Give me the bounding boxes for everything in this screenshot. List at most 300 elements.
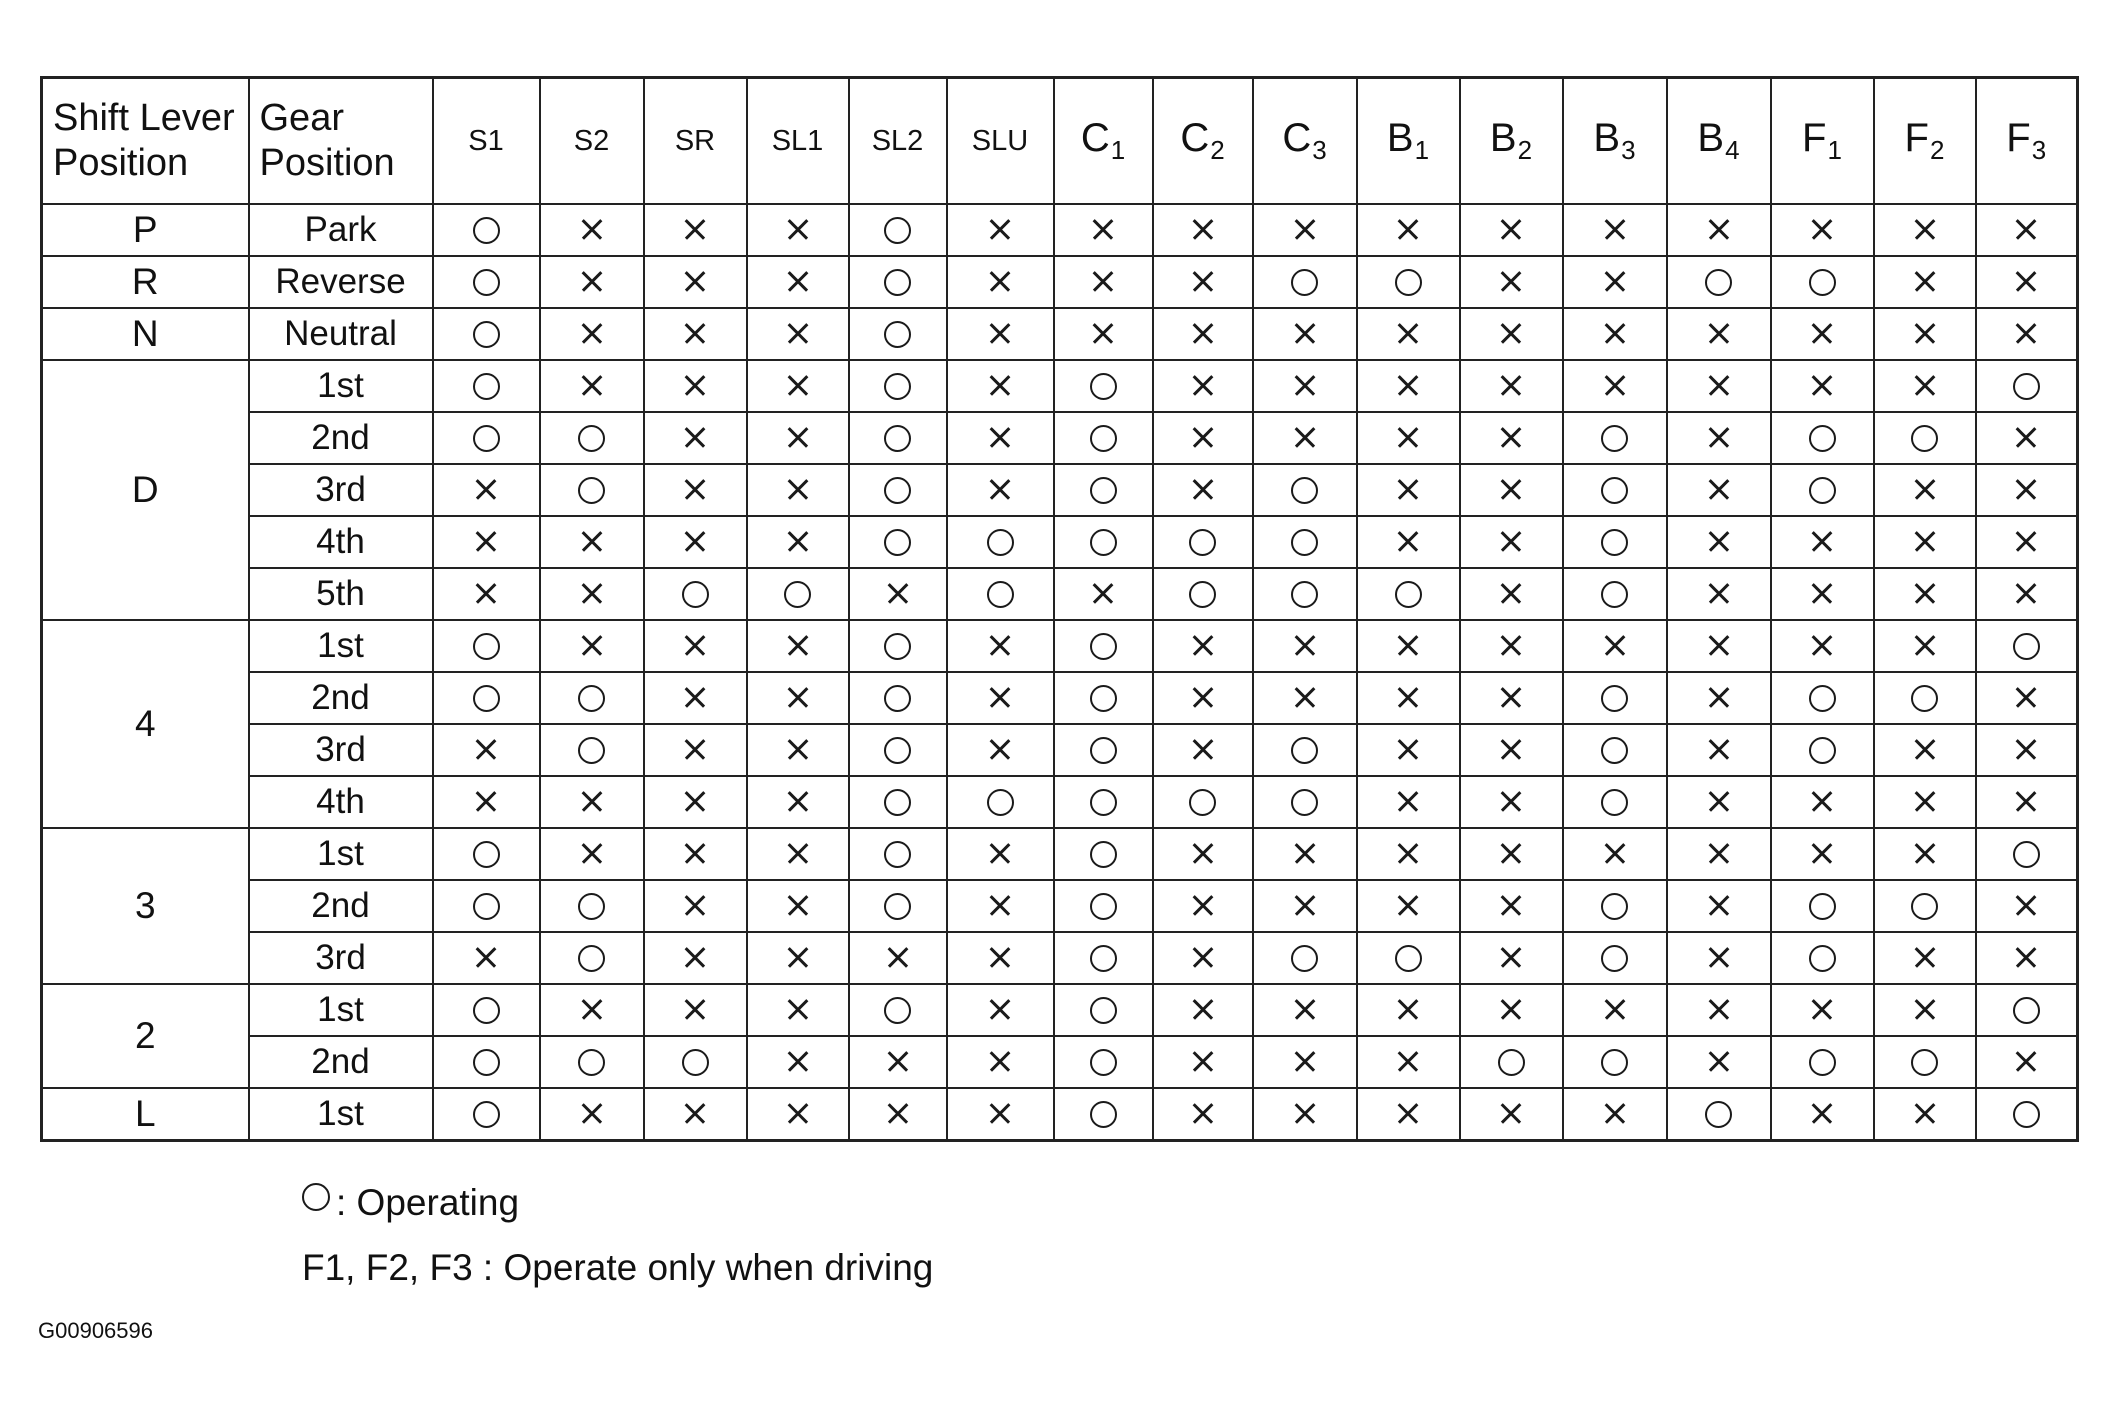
- mark-cell: [433, 672, 540, 724]
- mark-cell: [540, 256, 644, 308]
- header-col-label: B: [1593, 116, 1621, 160]
- header-col-b4: [1667, 78, 1771, 205]
- mark-cell: [1563, 984, 1667, 1036]
- header-col-label: S2: [573, 124, 610, 157]
- circle-icon: [1809, 477, 1836, 504]
- cross-icon: [2015, 895, 2037, 917]
- mark-cell: [1874, 412, 1976, 464]
- legend-operating: [302, 1182, 519, 1224]
- mark-cell: [947, 828, 1054, 880]
- cross-icon: [684, 947, 706, 969]
- circle-icon: [473, 893, 500, 920]
- mark-cell: [947, 880, 1054, 932]
- mark-cell: [1976, 516, 2078, 568]
- cross-icon: [1294, 843, 1316, 865]
- cross-icon: [581, 791, 603, 813]
- header-col-label: SL2: [871, 124, 924, 157]
- cross-icon: [989, 999, 1011, 1021]
- mark-cell: [540, 204, 644, 256]
- mark-cell: [1563, 308, 1667, 360]
- cross-icon: [1294, 895, 1316, 917]
- cross-icon: [684, 895, 706, 917]
- mark-cell: [1054, 776, 1153, 828]
- mark-cell: [644, 412, 747, 464]
- mark-cell: [540, 984, 644, 1036]
- mark-cell: [1054, 568, 1153, 620]
- mark-cell: [849, 1036, 947, 1088]
- mark-cell: [1874, 776, 1976, 828]
- header-col-subscript: 2: [1210, 135, 1225, 165]
- table-row: [42, 620, 2078, 672]
- cross-icon: [1397, 999, 1419, 1021]
- circle-icon: [473, 997, 500, 1024]
- mark-cell: [1357, 932, 1460, 984]
- mark-cell: [1153, 464, 1253, 516]
- mark-cell: [1771, 776, 1874, 828]
- cross-icon: [1294, 323, 1316, 345]
- cross-icon: [787, 1103, 809, 1125]
- mark-cell: [1563, 724, 1667, 776]
- cross-icon: [1500, 583, 1522, 605]
- cross-icon: [1604, 999, 1626, 1021]
- cross-icon: [1294, 427, 1316, 449]
- circle-icon: [1705, 269, 1732, 296]
- mark-cell: [1253, 828, 1357, 880]
- cross-icon: [1192, 687, 1214, 709]
- cross-icon: [787, 687, 809, 709]
- cross-icon: [2015, 219, 2037, 241]
- cross-icon: [1294, 635, 1316, 657]
- cross-icon: [1708, 427, 1730, 449]
- mark-cell: [540, 620, 644, 672]
- mark-cell: [947, 984, 1054, 1036]
- mark-cell: [433, 724, 540, 776]
- mark-cell: [1253, 1036, 1357, 1088]
- cross-icon: [1397, 427, 1419, 449]
- mark-cell: [644, 880, 747, 932]
- cross-icon: [1811, 219, 1833, 241]
- legend-operating-text: : Operating: [336, 1182, 520, 1223]
- cross-icon: [989, 895, 1011, 917]
- cross-icon: [2015, 427, 2037, 449]
- circle-icon: [1911, 893, 1938, 920]
- cross-icon: [787, 739, 809, 761]
- cross-icon: [1397, 323, 1419, 345]
- cross-icon: [1500, 479, 1522, 501]
- mark-cell: [1771, 1036, 1874, 1088]
- mark-cell: [1771, 1088, 1874, 1141]
- mark-cell: [947, 464, 1054, 516]
- table-row: [42, 360, 2078, 412]
- mark-cell: [540, 1036, 644, 1088]
- mark-cell: [1460, 776, 1563, 828]
- header-col-label: C: [1180, 116, 1210, 160]
- mark-cell: [1976, 308, 2078, 360]
- mark-cell: [1054, 1036, 1153, 1088]
- header-col-c3: [1253, 78, 1357, 205]
- mark-cell: [1976, 256, 2078, 308]
- cross-icon: [684, 427, 706, 449]
- cross-icon: [1500, 375, 1522, 397]
- mark-cell: [644, 776, 747, 828]
- mark-cell: [1976, 672, 2078, 724]
- cross-icon: [787, 843, 809, 865]
- shift-lever-cell: L: [42, 1088, 249, 1141]
- mark-cell: [1874, 984, 1976, 1036]
- mark-cell: [1874, 880, 1976, 932]
- cross-icon: [1192, 895, 1214, 917]
- cross-icon: [1914, 323, 1936, 345]
- mark-cell: [433, 1088, 540, 1141]
- cross-icon: [1811, 843, 1833, 865]
- header-col-subscript: 2: [1517, 135, 1533, 165]
- circle-icon: [1601, 581, 1628, 608]
- mark-cell: [433, 932, 540, 984]
- circle-icon: [682, 1049, 709, 1076]
- circle-icon: [884, 425, 911, 452]
- cross-icon: [1604, 1103, 1626, 1125]
- cross-icon: [1708, 843, 1730, 865]
- mark-cell: [1054, 672, 1153, 724]
- mark-cell: [747, 412, 849, 464]
- circle-icon: [578, 893, 605, 920]
- mark-cell: [849, 880, 947, 932]
- cross-icon: [1192, 947, 1214, 969]
- circle-icon: [1705, 1101, 1732, 1128]
- mark-cell: [1976, 204, 2078, 256]
- mark-cell: [1153, 724, 1253, 776]
- cross-icon: [1500, 687, 1522, 709]
- mark-cell: [1976, 1036, 2078, 1088]
- mark-cell: [1563, 256, 1667, 308]
- mark-cell: [947, 204, 1054, 256]
- cross-icon: [1914, 843, 1936, 865]
- mark-cell: [644, 1088, 747, 1141]
- cross-icon: [989, 479, 1011, 501]
- mark-cell: [1460, 568, 1563, 620]
- cross-icon: [1914, 635, 1936, 657]
- cross-icon: [1708, 947, 1730, 969]
- mark-cell: [1771, 308, 1874, 360]
- circle-icon: [302, 1183, 330, 1211]
- mark-cell: [1771, 984, 1874, 1036]
- mark-cell: [1153, 776, 1253, 828]
- cross-icon: [2015, 687, 2037, 709]
- mark-cell: [540, 880, 644, 932]
- cross-icon: [787, 479, 809, 501]
- cross-icon: [1708, 999, 1730, 1021]
- circle-icon: [473, 425, 500, 452]
- cross-icon: [581, 1103, 603, 1125]
- cross-icon: [989, 635, 1011, 657]
- table-row: [42, 256, 2078, 308]
- mark-cell: [1563, 412, 1667, 464]
- mark-cell: [747, 568, 849, 620]
- circle-icon: [1090, 425, 1117, 452]
- cross-icon: [989, 739, 1011, 761]
- mark-cell: [433, 308, 540, 360]
- cross-icon: [684, 635, 706, 657]
- mark-cell: [747, 620, 849, 672]
- cross-icon: [1708, 739, 1730, 761]
- mark-cell: [1563, 568, 1667, 620]
- table-row: [42, 204, 2078, 256]
- mark-cell: [433, 412, 540, 464]
- mark-cell: [747, 984, 849, 1036]
- mark-cell: [1874, 1088, 1976, 1141]
- mark-cell: [747, 204, 849, 256]
- mark-cell: [1460, 204, 1563, 256]
- mark-cell: [849, 1088, 947, 1141]
- mark-cell: [1771, 932, 1874, 984]
- header-col-c1: [1054, 78, 1153, 205]
- cross-icon: [1500, 843, 1522, 865]
- mark-cell: [1563, 1036, 1667, 1088]
- circle-icon: [1601, 685, 1628, 712]
- circle-icon: [1291, 269, 1318, 296]
- gear-position-cell: 1st: [249, 1088, 433, 1141]
- cross-icon: [684, 531, 706, 553]
- mark-cell: [1667, 672, 1771, 724]
- cross-icon: [1397, 687, 1419, 709]
- mark-cell: [1253, 568, 1357, 620]
- gear-position-cell: 2nd: [249, 412, 433, 464]
- cross-icon: [787, 323, 809, 345]
- header-col-f3: [1976, 78, 2078, 205]
- mark-cell: [1771, 620, 1874, 672]
- mark-cell: [849, 204, 947, 256]
- cross-icon: [1500, 271, 1522, 293]
- mark-cell: [1253, 620, 1357, 672]
- mark-cell: [540, 516, 644, 568]
- circle-icon: [473, 321, 500, 348]
- mark-cell: [947, 724, 1054, 776]
- circle-icon: [1601, 1049, 1628, 1076]
- mark-cell: [1667, 1088, 1771, 1141]
- mark-cell: [947, 620, 1054, 672]
- mark-cell: [849, 828, 947, 880]
- cross-icon: [1604, 375, 1626, 397]
- cross-icon: [1811, 1103, 1833, 1125]
- mark-cell: [540, 672, 644, 724]
- mark-cell: [644, 984, 747, 1036]
- mark-cell: [1357, 308, 1460, 360]
- mark-cell: [1253, 516, 1357, 568]
- cross-icon: [581, 271, 603, 293]
- cross-icon: [684, 1103, 706, 1125]
- mark-cell: [644, 256, 747, 308]
- mark-cell: [1460, 932, 1563, 984]
- mark-cell: [747, 932, 849, 984]
- circle-icon: [1809, 425, 1836, 452]
- cross-icon: [1500, 739, 1522, 761]
- mark-cell: [747, 464, 849, 516]
- circle-icon: [1090, 1101, 1117, 1128]
- mark-cell: [540, 828, 644, 880]
- circle-icon: [884, 737, 911, 764]
- cross-icon: [1811, 531, 1833, 553]
- shift-lever-cell: R: [42, 256, 249, 308]
- circle-icon: [1090, 633, 1117, 660]
- cross-icon: [684, 219, 706, 241]
- mark-cell: [1976, 880, 2078, 932]
- circle-icon: [1090, 529, 1117, 556]
- cross-icon: [1500, 531, 1522, 553]
- mark-cell: [747, 776, 849, 828]
- mark-cell: [1667, 568, 1771, 620]
- cross-icon: [1708, 895, 1730, 917]
- circle-icon: [1395, 581, 1422, 608]
- mark-cell: [433, 204, 540, 256]
- mark-cell: [1563, 204, 1667, 256]
- mark-cell: [644, 724, 747, 776]
- cross-icon: [1397, 479, 1419, 501]
- mark-cell: [1563, 776, 1667, 828]
- mark-cell: [1771, 256, 1874, 308]
- circle-icon: [1809, 737, 1836, 764]
- circle-icon: [1189, 789, 1216, 816]
- header-col-c2: [1153, 78, 1253, 205]
- circle-icon: [1911, 425, 1938, 452]
- circle-icon: [1090, 789, 1117, 816]
- cross-icon: [581, 999, 603, 1021]
- mark-cell: [1976, 828, 2078, 880]
- cross-icon: [1811, 375, 1833, 397]
- mark-cell: [1874, 256, 1976, 308]
- header-col-label: B: [1697, 116, 1725, 160]
- mark-cell: [1460, 516, 1563, 568]
- mark-cell: [644, 464, 747, 516]
- header-col-subscript: 1: [1827, 135, 1842, 165]
- cross-icon: [1294, 687, 1316, 709]
- header-col-label: S1: [468, 124, 504, 157]
- mark-cell: [1563, 360, 1667, 412]
- cross-icon: [1397, 791, 1419, 813]
- circle-icon: [578, 685, 605, 712]
- circle-icon: [1601, 945, 1628, 972]
- table-row: [42, 776, 2078, 828]
- mark-cell: [1357, 360, 1460, 412]
- mark-cell: [747, 516, 849, 568]
- cross-icon: [2015, 531, 2037, 553]
- circle-icon: [578, 945, 605, 972]
- circle-icon: [784, 581, 811, 608]
- table-row: [42, 984, 2078, 1036]
- gear-position-cell: 1st: [249, 828, 433, 880]
- shift-lever-cell: 4: [42, 620, 249, 828]
- cross-icon: [989, 1051, 1011, 1073]
- table-row: [42, 464, 2078, 516]
- cross-icon: [1708, 479, 1730, 501]
- circle-icon: [1090, 893, 1117, 920]
- header-col-sl2: [849, 78, 947, 205]
- circle-icon: [578, 425, 605, 452]
- cross-icon: [1914, 219, 1936, 241]
- mark-cell: [1253, 880, 1357, 932]
- mark-cell: [1357, 672, 1460, 724]
- circle-icon: [987, 581, 1014, 608]
- mark-cell: [1054, 256, 1153, 308]
- cross-icon: [1192, 635, 1214, 657]
- mark-cell: [1153, 516, 1253, 568]
- mark-cell: [1874, 724, 1976, 776]
- circle-icon: [682, 581, 709, 608]
- cross-icon: [581, 843, 603, 865]
- cross-icon: [787, 427, 809, 449]
- cross-icon: [1192, 739, 1214, 761]
- cross-icon: [1914, 947, 1936, 969]
- circle-icon: [1291, 737, 1318, 764]
- table-row: [42, 412, 2078, 464]
- cross-icon: [787, 947, 809, 969]
- header-col-label: C: [1080, 116, 1110, 160]
- mark-cell: [1976, 724, 2078, 776]
- cross-icon: [1914, 1103, 1936, 1125]
- mark-cell: [644, 672, 747, 724]
- mark-cell: [849, 776, 947, 828]
- cross-icon: [1500, 219, 1522, 241]
- mark-cell: [1563, 516, 1667, 568]
- mark-cell: [1357, 776, 1460, 828]
- mark-cell: [947, 776, 1054, 828]
- cross-icon: [989, 427, 1011, 449]
- mark-cell: [1054, 464, 1153, 516]
- mark-cell: [644, 1036, 747, 1088]
- mark-cell: [1054, 204, 1153, 256]
- gear-position-cell: 1st: [249, 984, 433, 1036]
- mark-cell: [644, 828, 747, 880]
- mark-cell: [540, 412, 644, 464]
- solenoid-clutch-operation-table: [40, 76, 2079, 1142]
- gear-position-cell: 1st: [249, 360, 433, 412]
- header-col-label: F: [1802, 116, 1827, 160]
- circle-icon: [2013, 1101, 2040, 1128]
- mark-cell: [1874, 360, 1976, 412]
- mark-cell: [1976, 568, 2078, 620]
- circle-icon: [1090, 1049, 1117, 1076]
- cross-icon: [1914, 999, 1936, 1021]
- mark-cell: [1874, 204, 1976, 256]
- mark-cell: [1253, 360, 1357, 412]
- gear-position-cell: Park: [249, 204, 433, 256]
- cross-icon: [1811, 999, 1833, 1021]
- header-shift-lever-position: Shift Lever Position: [42, 78, 249, 205]
- mark-cell: [1563, 880, 1667, 932]
- mark-cell: [1153, 360, 1253, 412]
- mark-cell: [1253, 984, 1357, 1036]
- cross-icon: [581, 375, 603, 397]
- mark-cell: [947, 932, 1054, 984]
- cross-icon: [1294, 999, 1316, 1021]
- mark-cell: [747, 308, 849, 360]
- mark-cell: [433, 880, 540, 932]
- mark-cell: [1460, 256, 1563, 308]
- mark-cell: [1357, 1088, 1460, 1141]
- circle-icon: [2013, 633, 2040, 660]
- mark-cell: [849, 516, 947, 568]
- circle-icon: [884, 217, 911, 244]
- circle-icon: [884, 841, 911, 868]
- mark-cell: [947, 412, 1054, 464]
- header-col-label: SL1: [771, 124, 824, 157]
- cross-icon: [1914, 479, 1936, 501]
- gear-position-cell: 2nd: [249, 880, 433, 932]
- circle-icon: [884, 685, 911, 712]
- circle-icon: [1291, 477, 1318, 504]
- cross-icon: [1397, 531, 1419, 553]
- cross-icon: [2015, 791, 2037, 813]
- cross-icon: [1914, 583, 1936, 605]
